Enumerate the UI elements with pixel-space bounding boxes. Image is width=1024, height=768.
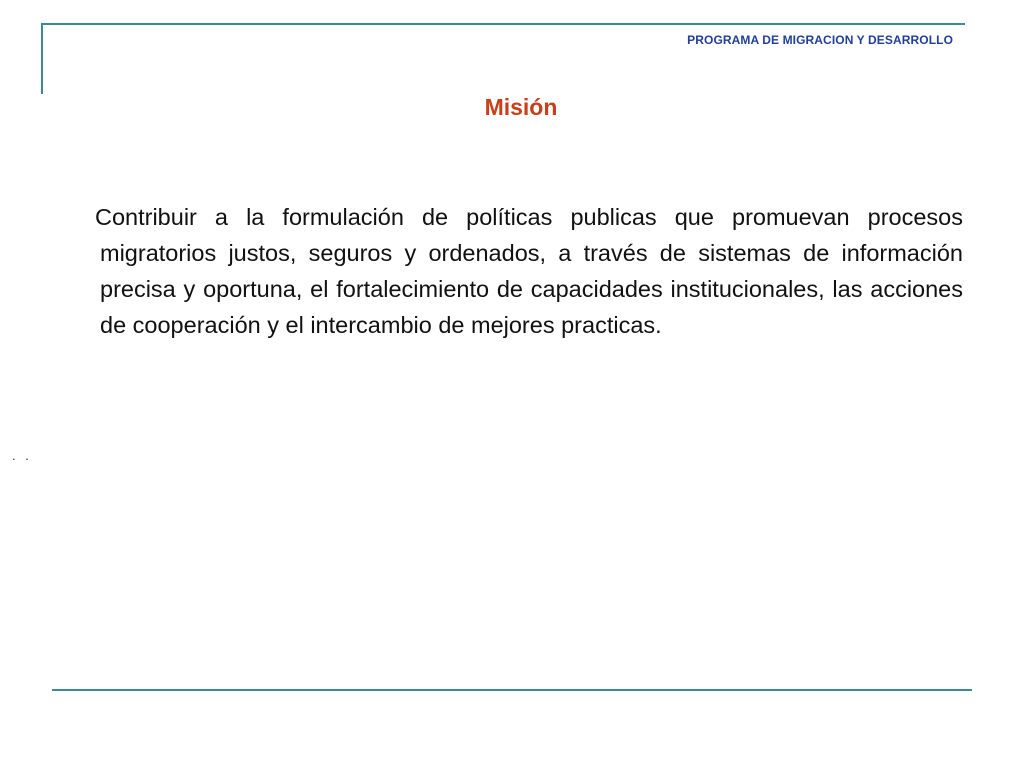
bottom-border-line	[52, 689, 972, 691]
stray-dots: . .	[12, 448, 32, 463]
left-border-line	[41, 23, 43, 94]
mission-paragraph: Contribuir a la formulación de políticas publicas que promuevan procesos migratorios justos, seguros y ordenados, a través de sistemas de información precisa y oportuna, el fortalecimiento de capacidades institucionales, las acciones de cooperación y el intercambio de mejores practicas.	[95, 204, 963, 338]
slide-title: Misión	[484, 94, 558, 120]
program-header: PROGRAMA DE MIGRACION Y DESARROLLO	[687, 33, 953, 47]
top-border-line	[41, 23, 965, 25]
